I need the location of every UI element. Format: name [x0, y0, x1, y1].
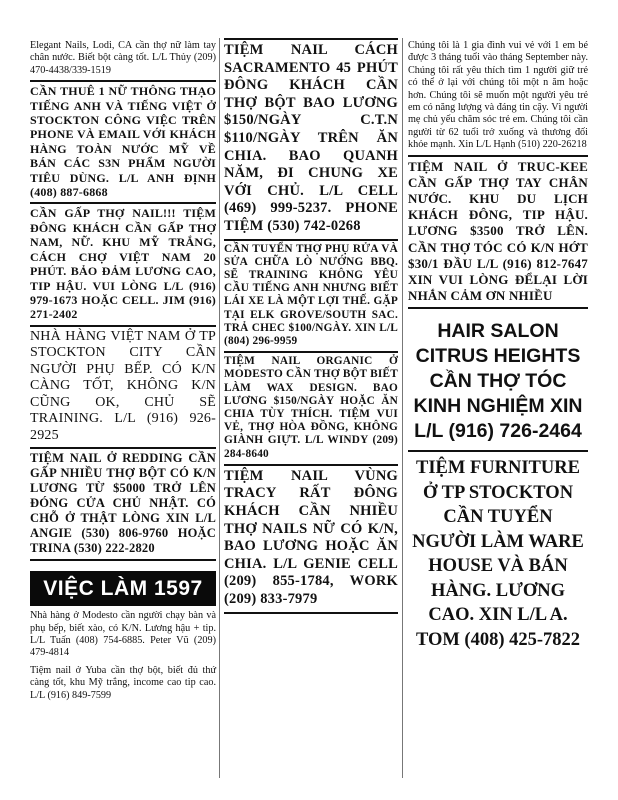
classified-ad: CẦN THUÊ 1 NỮ THÔNG THẠO TIẾNG ANH VÀ TIẾNG VIỆT Ở STOCKTON CÔNG VIỆC TRÊN PHONE VÀ EMAIL VỚI KHÁCH HÀNG TOÀN NƯỚC MỸ VỀ BÁN CÁC S3N PHẨM NGƯỜI TIÊU DÙNG. L/L ANH ĐỊNH (408) 887-6868	[30, 82, 216, 204]
column-1	[30, 38, 216, 707]
classified-ad: TIỆM NAIL Ở REDDING CẦN GẤP NHIỀU THỢ BỘT CÓ K/N LƯƠNG TỪ $5000 TRỞ LÊN ĐÓNG CỬA CHỦ NHẬT. CÓ CHỖ Ở THẬT LÒNG XIN L/L ANGIE (530) 806-9760 HOẶC TRINA (530) 222-2820	[30, 449, 216, 561]
column-2	[224, 38, 398, 614]
classified-ad: TIỆM FURNITURE Ở TP STOCKTON CẦN TUYỂN NGƯỜI LÀM WARE HOUSE VÀ BÁN HÀNG. LƯƠNG CAO. XIN L/L A. TOM (408) 425-7822	[412, 458, 584, 650]
classified-ad: CẦN GẤP THỢ NAIL!!! TIỆM ĐÔNG KHÁCH CẦN GẤP THỢ NAM, NỮ. KHU MỸ TRẮNG, CÁCH CHỢ VIỆT NAM 20 PHÚT. BẢO ĐẢM LƯƠNG CAO, TIP HẬU. VUI LÒNG L/L (916) 979-1673 HOẶC CELL. JIM (916) 271-2402	[30, 204, 216, 326]
column-3	[408, 38, 588, 652]
column-divider-2	[402, 38, 403, 778]
classified-ad: HAIR SALON CITRUS HEIGHTS CẦN THỢ TÓC KINH NGHIỆM XIN L/L (916) 726-2464	[408, 309, 588, 452]
classified-ad: TIỆM NAIL Ở TRUC-KEE CẦN GẤP THỢ TAY CHÂN NƯỚC. KHU DU LỊCH KHÁCH ĐÔNG, TIP HẬU. LƯƠNG $3500 TRỞ LÊN. CẦN THỢ TÓC CÓ K/N HỚT $30/1 ĐẦU L/L (916) 812-7647 XIN VUI LÒNG ĐỂLẠI LỜI NHẮN CẢM ƠN NHIỀU	[408, 157, 588, 310]
classified-ad: Elegant Nails, Lodi, CA cần thợ nữ làm tay chân nước. Biết bột càng tốt. L/L Thủy (209) 470-4438/339-1519	[30, 38, 216, 82]
classified-ad: TIỆM NAIL CÁCH SACRAMENTO 45 PHÚT ĐÔNG KHÁCH CẦN THỢ BỘT BAO LƯƠNG $150/NGÀY C.T.N $110/NGÀY TRÊN ĂN CHIA. BAO QUANH NĂM, ĐI CHUNG XE VỚI CHỦ. L/L CELL (469) 999-5237. PHONE TIỆM (530) 742-0268	[224, 38, 398, 241]
classified-ad: Tiệm nail ở Yuba cần thợ bột, biết đủ thứ càng tốt, khu Mỹ trắng, income cao tip cao. L/L (916) 849-7599	[30, 664, 216, 701]
classified-ad: Chúng tôi là 1 gia đình vui vẻ với 1 em bé được 3 tháng tuổi vào tháng September này. Chúng tôi rất yêu thích tìm 1 người giữ trẻ có thể ở lại với chúng tôi một n ăm hoặc hơn. Chúng tôi sẽ muốn một người yêu trẻ em có năng lượng và đáng tin cậy. Vì người mẹ chủ yếu chăm sóc trẻ em. Chúng tôi cần người từ 62 tuổi trở xuống và thương đối khỏe mạnh. Xin L/L Hạnh (510) 220-26218	[408, 38, 588, 157]
column-divider-1	[219, 38, 220, 778]
classified-ad: CẦN TUYỂN THỢ PHỤ RỬA VÀ SỬA CHỮA LÒ NƯỚNG BBQ. SẼ TRAINING KHÔNG YÊU CẦU TIẾNG ANH NHƯNG BIẾT LÁI XE LÀ MỘT LỢI THẾ. GẶP TẠI ELK GROVE/SOUTH SAC. TRẢ CHEC $100/NGÀY. XIN L/L (804) 296-9959	[224, 241, 398, 354]
classified-ad: TIỆM NAIL VÙNG TRACY RẤT ĐÔNG KHÁCH CẦN NHIỀU THỢ NAILS NỮ CÓ K/N, BAO LƯƠNG HOẶC ĂN CHIA. L/L GENIE CELL (209) 855-1784, WORK (209) 833-7979	[224, 466, 398, 614]
classified-ad: Nhà hàng ở Modesto cần người chạy bàn và phụ bếp, biết xào, có K/N. Lương hậu + tip. L/L Tuấn (408) 754-6885. Peter Vũ (209) 479-4814	[30, 610, 216, 659]
section-heading: VIỆC LÀM 1597	[30, 571, 216, 606]
classified-ad: NHÀ HÀNG VIỆT NAM Ở TP STOCKTON CITY CẦN NGƯỜI PHỤ BẾP. CÓ K/N CÀNG TỐT, KHÔNG K/N CŨNG OK, CHỦ SẼ TRAINING. L/L (916) 926-2925	[30, 327, 216, 450]
classified-ad: TIỆM NAIL ORGANIC Ở MODESTO CẦN THỢ BỘT BIẾT LÀM WAX DESIGN. BAO LƯƠNG $150/NGÀY HOẶC ĂN CHIA TÙY THÍCH. TIỆM VUI VẺ, THỢ HÒA ĐỒNG, KHÔNG GIÀNH GIỰT. L/L WINDY (209) 284-8640	[224, 353, 398, 466]
